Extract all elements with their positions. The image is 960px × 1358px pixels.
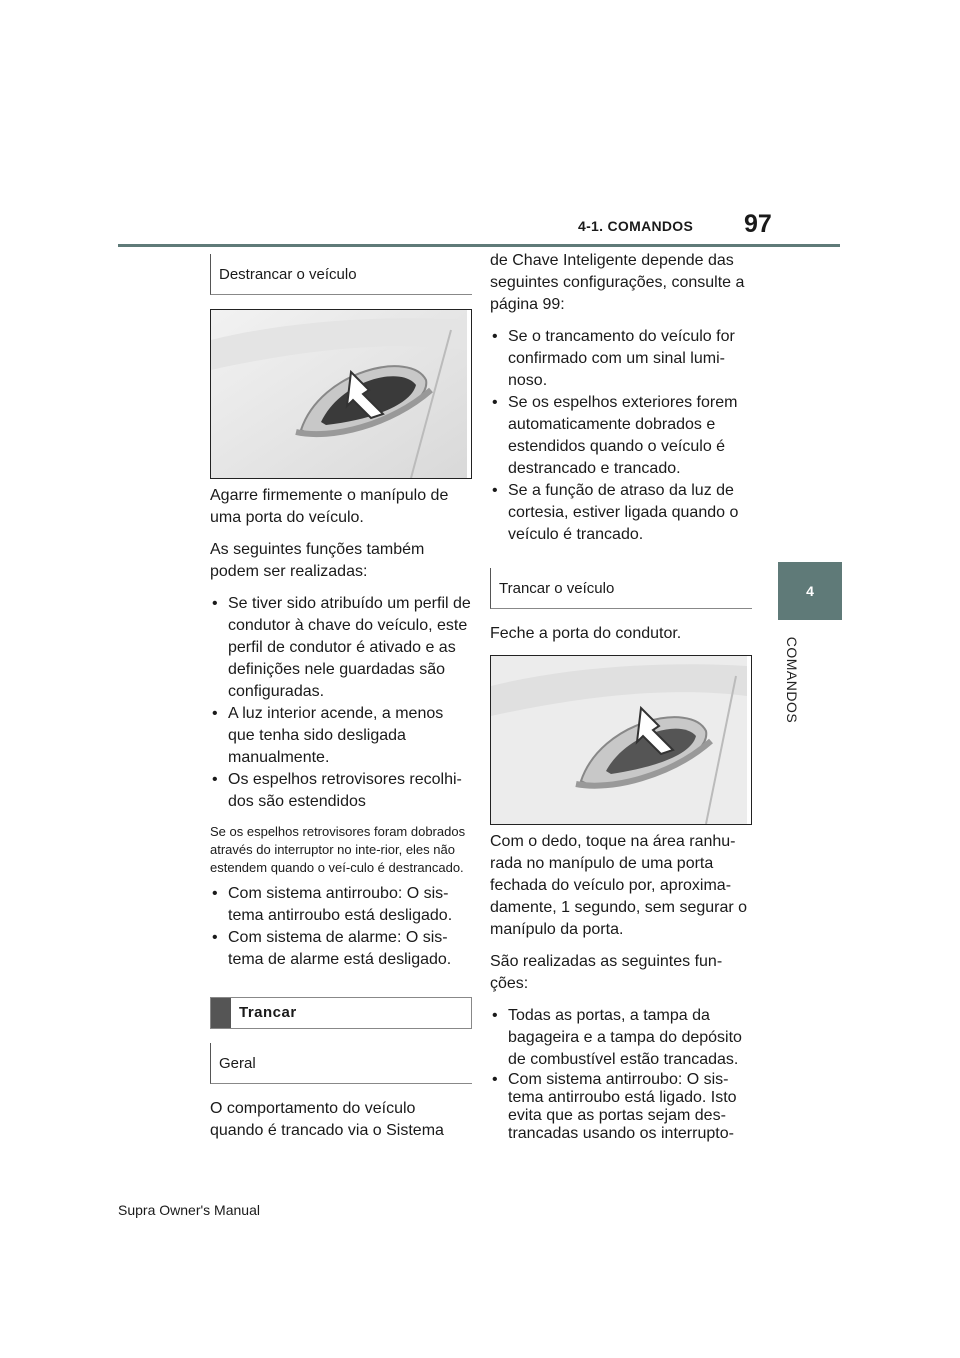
bullet-list — [490, 1005, 752, 1143]
list-item: • Se o trancamento do veículo for confirmado com um sinal lumi-noso. — [490, 326, 752, 392]
list-item: • Se os espelhos exteriores forem automaticamente dobrados e estendidos quando o veículo é destrancado e trancado. — [490, 392, 752, 480]
list-item: • Com sistema antirroubo: O sis-tema antirroubo está ligado. Isto evita que as portas sejam des-trancadas usando os interrupto- — [490, 1071, 752, 1143]
paragraph: de Chave Inteligente depende das seguintes configurações, consulte a página 99: — [490, 252, 745, 313]
list-item: • Se tiver sido atribuído um perfil de condutor à chave do veículo, este perfil de condutor é ativado e as definições nele guardadas são configuradas. — [210, 593, 472, 703]
list-item: • Se a função de atraso da luz de cortesia, estiver ligada quando o veículo é trancado. — [490, 480, 752, 546]
door-handle-unlock-illustration — [210, 309, 472, 479]
chapter-tab: 4 — [778, 562, 842, 620]
paragraph: O comportamento do veículo quando é trancado via o Sistema — [210, 1100, 444, 1139]
heading-general: Geral — [210, 1043, 472, 1084]
heading-lock-text: Trancar — [239, 1004, 297, 1021]
chapter-side-label-text: COMANDOS — [784, 636, 801, 724]
chapter-side-label — [778, 630, 806, 730]
paragraph: Com o dedo, toque na área ranhu-rada no manípulo de uma porta fechada do veículo por, aproxima-damente, 1 segundo, sem segurar o manípulo da porta. — [490, 833, 748, 938]
paragraph: Agarre firmemente o manípulo de uma porta do veículo. — [210, 487, 449, 526]
heading-lock — [210, 997, 472, 1029]
bullet-list — [490, 326, 752, 546]
heading-bar — [211, 998, 231, 1028]
list-item: • Todas as portas, a tampa da bagageira e a tampa do depósito de combustível estão trancadas. — [490, 1005, 752, 1071]
paragraph: As seguintes funções também podem ser realizadas: — [210, 541, 425, 580]
list-item: • A luz interior acende, a menos que tenha sido desligada manualmente. — [210, 703, 472, 769]
heading-lock-vehicle: Trancar o veículo — [490, 568, 752, 609]
list-item: • Os espelhos retrovisores recolhi-dos são estendidos — [210, 769, 472, 813]
note-text: Se os espelhos retrovisores foram dobrados através do interruptor no inte-rior, eles não estendem quando o veí-culo é destrancado. — [210, 824, 466, 875]
bullet-list — [210, 593, 472, 813]
footer-text: Supra Owner's Manual — [118, 1202, 260, 1218]
paragraph: Feche a porta do condutor. — [490, 625, 682, 642]
list-item: • Com sistema antirroubo: O sis-tema antirroubo está desligado. — [210, 883, 472, 927]
door-handle-drawing — [211, 310, 467, 478]
heading-unlock-vehicle: Destrancar o veículo — [210, 254, 472, 295]
right-column — [490, 250, 752, 1153]
header-rule — [118, 244, 840, 247]
running-header-section: 4-1. COMANDOS — [578, 218, 694, 234]
page-number: 97 — [744, 210, 772, 238]
door-handle-lock-illustration — [490, 655, 752, 825]
list-item: • Com sistema de alarme: O sis-tema de alarme está desligado. — [210, 927, 472, 971]
door-handle-drawing — [491, 656, 747, 824]
bullet-list — [210, 883, 472, 971]
paragraph: São realizadas as seguintes fun-ções: — [490, 953, 723, 992]
left-column — [210, 250, 472, 1152]
